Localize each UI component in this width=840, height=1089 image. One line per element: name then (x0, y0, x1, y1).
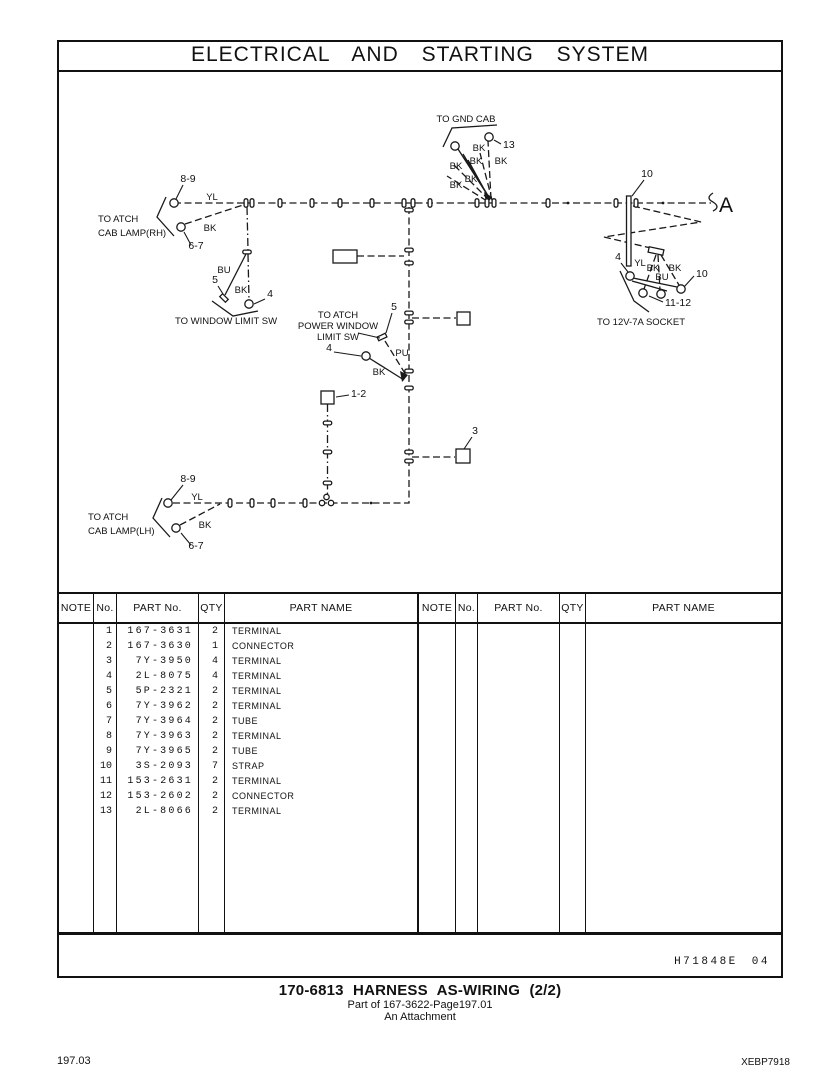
table-cell-empty (456, 654, 478, 669)
table-cell-empty (586, 729, 781, 744)
table-cell-note (59, 624, 94, 639)
table-cell-note (59, 804, 94, 819)
table-cell-qty: 2 (199, 699, 225, 714)
table-cell-empty (586, 624, 781, 639)
table-cell-empty (586, 639, 781, 654)
ref-3: 3 (472, 425, 478, 437)
table-cell-empty (419, 714, 456, 729)
table-cell-empty (586, 804, 781, 819)
table-cell-name: TERMINAL (225, 654, 419, 669)
wire-yl: YL (206, 192, 218, 203)
table-cell-empty (419, 669, 456, 684)
wire-pu: PU (395, 348, 409, 359)
table-cell-name: TUBE (225, 744, 419, 759)
table-cell-part: 7Y-3965 (117, 744, 199, 759)
table-cell-empty (560, 714, 586, 729)
table-cell-empty (560, 639, 586, 654)
table-cell-empty (419, 774, 456, 789)
col-header-part-name: PART NAME (225, 594, 419, 624)
table-cell-no: 2 (94, 639, 117, 654)
table-cell-no: 11 (94, 774, 117, 789)
cab-lamp-lh-label-2: CAB LAMP(LH) (88, 526, 155, 537)
table-cell-no: 12 (94, 789, 117, 804)
power-window-label-2: POWER WINDOW (297, 321, 379, 332)
caption-note: An Attachment (384, 1011, 456, 1023)
table-cell-empty (456, 744, 478, 759)
table-cell-note (59, 789, 94, 804)
cab-lamp-lh-label-1: TO ATCH (88, 512, 129, 523)
col-header-part-no: PART No. (117, 594, 199, 624)
table-cell-part: 7Y-3963 (117, 729, 199, 744)
table-cell-empty (478, 639, 560, 654)
table-cell-name: TERMINAL (225, 669, 419, 684)
table-cell-qty: 2 (199, 684, 225, 699)
power-window-label-3: LIMIT SW (316, 332, 360, 343)
table-cell-qty: 4 (199, 669, 225, 684)
table-cell-empty (456, 789, 478, 804)
table-cell-name: TERMINAL (225, 624, 419, 639)
wire-bk: BK (646, 263, 660, 274)
table-cell-part: 7Y-3962 (117, 699, 199, 714)
table-cell-note (59, 714, 94, 729)
table-cell-part: 3S-2093 (117, 759, 199, 774)
table-cell-empty (560, 654, 586, 669)
table-cell-no: 10 (94, 759, 117, 774)
table-cell-empty (560, 789, 586, 804)
table-cell-empty (560, 744, 586, 759)
wire-yl: YL (191, 492, 203, 503)
table-cell-name: TERMINAL (225, 729, 419, 744)
col-header-note: NOTE (59, 594, 94, 624)
table-cell-note (59, 684, 94, 699)
table-cell-empty (586, 684, 781, 699)
table-cell-name: TERMINAL (225, 684, 419, 699)
table-cell-part: 2L-8075 (117, 669, 199, 684)
table-cell-part: 2L-8066 (117, 804, 199, 819)
table-cell-qty: 2 (199, 744, 225, 759)
table-cell-qty: 2 (199, 789, 225, 804)
table-cell-part: 153-2631 (117, 774, 199, 789)
table-cell-empty (419, 789, 456, 804)
connector-1-2 (321, 391, 334, 404)
table-cell-empty (560, 699, 586, 714)
col-header-note: NOTE (419, 594, 456, 624)
table-cell-no: 8 (94, 729, 117, 744)
table-cell-empty (560, 624, 586, 639)
plate-code (600, 956, 770, 968)
wire-bk: BK (494, 156, 508, 167)
gnd-cab-label: TO GND CAB (436, 114, 496, 125)
table-cell-empty (478, 624, 560, 639)
table-cell-name: TERMINAL (225, 699, 419, 714)
table-cell-name: TERMINAL (225, 774, 419, 789)
table-cell-empty (478, 699, 560, 714)
section-marker-a: A (719, 194, 734, 217)
ref-4-socket: 4 (615, 251, 621, 263)
table-cell-empty (586, 654, 781, 669)
ref-8-9-rh: 8-9 (180, 173, 196, 185)
table-cell-empty (456, 624, 478, 639)
table-cell-empty (586, 774, 781, 789)
wire-bk: BK (464, 174, 478, 185)
cab-lamp-rh-label-1: TO ATCH (98, 214, 139, 225)
wire-bk: BK (234, 285, 248, 296)
col-header-part-name: PART NAME (586, 594, 781, 624)
terminal-icons (164, 133, 685, 532)
wire-bk: BK (203, 223, 217, 234)
table-cell-empty (586, 789, 781, 804)
wire-bu: BU (655, 272, 669, 283)
table-cell-no: 6 (94, 699, 117, 714)
table-filler-cell (225, 819, 419, 932)
table-cell-empty (419, 699, 456, 714)
table-cell-name: TUBE (225, 714, 419, 729)
wire-bk: BK (472, 143, 486, 154)
ref-8-9-lh: 8-9 (180, 473, 196, 485)
wire-bu: BU (217, 265, 231, 276)
table-cell-empty (419, 684, 456, 699)
table-cell-empty (456, 774, 478, 789)
table-cell-empty (560, 729, 586, 744)
strap-10 (627, 196, 632, 266)
ref-1-2: 1-2 (351, 388, 367, 400)
table-cell-note (59, 639, 94, 654)
connector-block (457, 312, 470, 325)
table-cell-part: 5P-2321 (117, 684, 199, 699)
table-cell-empty (456, 759, 478, 774)
col-header-no: No. (456, 594, 478, 624)
table-cell-empty (419, 759, 456, 774)
diagram-labels (88, 114, 733, 552)
table-filler-cell (456, 819, 478, 932)
table-cell-empty (419, 639, 456, 654)
page-title: ELECTRICAL AND STARTING SYSTEM (190, 43, 650, 66)
parts-table (59, 592, 781, 935)
power-window-label-1: TO ATCH (317, 310, 359, 321)
ref-5-window: 5 (212, 274, 218, 286)
table-filler-cell (560, 819, 586, 932)
col-header-qty: QTY (199, 594, 225, 624)
table-cell-empty (419, 729, 456, 744)
table-cell-empty (478, 669, 560, 684)
table-cell-no: 4 (94, 669, 117, 684)
table-cell-empty (560, 684, 586, 699)
table-cell-empty (586, 714, 781, 729)
document-code: XEBP7918 (741, 1057, 790, 1068)
table-cell-name: STRAP (225, 759, 419, 774)
table-filler-cell (586, 819, 781, 932)
table-cell-note (59, 669, 94, 684)
table-cell-note (59, 729, 94, 744)
wire-bk: BK (372, 367, 386, 378)
table-cell-empty (478, 744, 560, 759)
table-cell-empty (456, 669, 478, 684)
connector-3 (456, 449, 470, 463)
table-cell-empty (478, 789, 560, 804)
ref-4-pw: 4 (326, 342, 332, 354)
table-cell-empty (586, 759, 781, 774)
page-number: 197.03 (57, 1055, 91, 1067)
table-cell-name: CONNECTOR (225, 639, 419, 654)
table-cell-part: 153-2602 (117, 789, 199, 804)
wire-bk: BK (469, 156, 483, 167)
table-cell-empty (586, 744, 781, 759)
table-cell-no: 1 (94, 624, 117, 639)
table-cell-name: CONNECTOR (225, 789, 419, 804)
table-cell-qty: 1 (199, 639, 225, 654)
table-cell-part: 167-3630 (117, 639, 199, 654)
table-cell-empty (478, 654, 560, 669)
table-cell-note (59, 744, 94, 759)
wire-bk: BK (449, 180, 463, 191)
table-cell-empty (419, 804, 456, 819)
wire-yl: YL (634, 258, 646, 269)
table-cell-qty: 2 (199, 729, 225, 744)
cab-lamp-rh-label-2: CAB LAMP(RH) (98, 228, 167, 239)
table-cell-empty (456, 714, 478, 729)
table-cell-note (59, 699, 94, 714)
socket-label: TO 12V-7A SOCKET (597, 317, 686, 328)
table-cell-name: TERMINAL (225, 804, 419, 819)
table-cell-empty (478, 729, 560, 744)
table-cell-empty (456, 729, 478, 744)
table-cell-empty (456, 804, 478, 819)
table-filler-cell (94, 819, 117, 932)
drawing-code: H71848E (674, 956, 738, 968)
ref-6-7-rh: 6-7 (188, 240, 204, 252)
table-cell-no: 13 (94, 804, 117, 819)
ref-11-12: 11-12 (665, 297, 692, 309)
table-cell-empty (456, 684, 478, 699)
wire-bk: BK (198, 520, 212, 531)
table-cell-empty (419, 624, 456, 639)
strap-end (648, 247, 664, 255)
wire-bk: BK (668, 263, 682, 274)
connector-block (333, 250, 357, 263)
table-cell-qty: 2 (199, 714, 225, 729)
table-cell-empty (478, 774, 560, 789)
strap-clamp-icons (228, 199, 638, 507)
table-cell-empty (456, 639, 478, 654)
table-cell-no: 7 (94, 714, 117, 729)
table-cell-qty: 2 (199, 624, 225, 639)
table-cell-empty (586, 669, 781, 684)
table-cell-empty (478, 804, 560, 819)
wire-bk: BK (449, 161, 463, 172)
table-cell-empty (586, 699, 781, 714)
table-cell-empty (478, 714, 560, 729)
table-cell-part: 167-3631 (117, 624, 199, 639)
table-cell-empty (560, 804, 586, 819)
table-filler-cell (478, 819, 560, 932)
ref-6-7-lh: 6-7 (188, 540, 204, 552)
caption-subtitle: Part of 167-3622-Page197.01 (347, 999, 493, 1011)
table-cell-empty (478, 684, 560, 699)
table-cell-no: 9 (94, 744, 117, 759)
ref-5-pw: 5 (391, 301, 397, 313)
ref-10-strap: 10 (641, 168, 653, 180)
table-cell-no: 3 (94, 654, 117, 669)
table-filler-cell (199, 819, 225, 932)
table-cell-empty (419, 744, 456, 759)
ref-13: 13 (503, 139, 515, 151)
table-filler-cell (117, 819, 199, 932)
table-cell-empty (560, 759, 586, 774)
col-header-qty: QTY (560, 594, 586, 624)
table-filler-cell (59, 819, 94, 932)
col-header-part-no: PART No. (478, 594, 560, 624)
table-cell-empty (560, 669, 586, 684)
table-cell-qty: 2 (199, 774, 225, 789)
table-cell-empty (456, 699, 478, 714)
drawing-revision: 04 (751, 956, 770, 968)
table-cell-empty (478, 759, 560, 774)
caption-title: 170-6813 HARNESS AS-WIRING (2/2) (278, 982, 562, 999)
table-cell-no: 5 (94, 684, 117, 699)
table-cell-qty: 2 (199, 804, 225, 819)
table-filler-cell (419, 819, 456, 932)
table-cell-qty: 4 (199, 654, 225, 669)
leader-lines (153, 125, 717, 545)
table-cell-empty (419, 654, 456, 669)
table-cell-empty (560, 774, 586, 789)
ref-4-window: 4 (267, 288, 273, 300)
table-cell-note (59, 774, 94, 789)
table-cell-part: 7Y-3950 (117, 654, 199, 669)
window-limit-sw-label: TO WINDOW LIMIT SW (175, 316, 278, 327)
ref-10-socket: 10 (696, 268, 708, 280)
table-cell-qty: 7 (199, 759, 225, 774)
table-cell-note (59, 759, 94, 774)
col-header-no: No. (94, 594, 117, 624)
table-cell-part: 7Y-3964 (117, 714, 199, 729)
table-cell-note (59, 654, 94, 669)
